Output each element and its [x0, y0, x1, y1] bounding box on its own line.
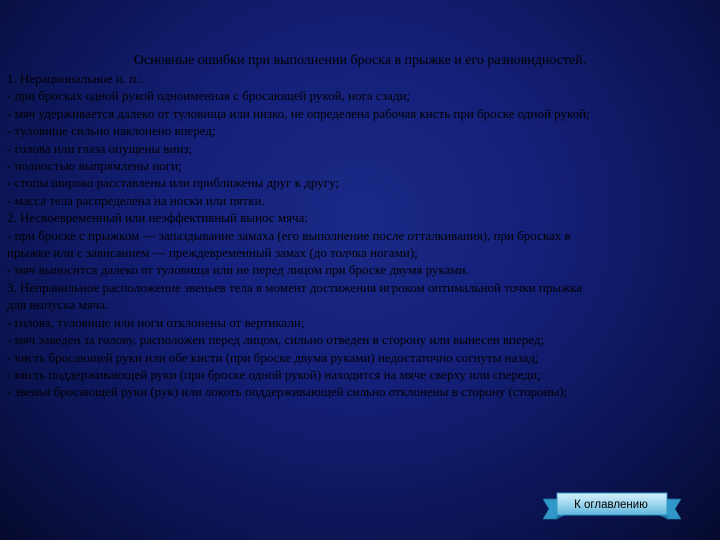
- list-item: 2. Несвоевременный или неэффективный вынос мяча:: [7, 210, 309, 226]
- list-item: - полностью выпрямлены ноги;: [7, 158, 182, 174]
- list-item: 1. Нерациональное и. п.:: [7, 71, 144, 86]
- list-item: - звенья бросающей руки (рук) или локоть поддерживающей сильно отклонены в сторону (стороны);: [7, 384, 568, 400]
- toc-button[interactable]: [543, 491, 681, 521]
- list-item: - масса тела распределена на носки или пятки.: [7, 192, 265, 208]
- list-item: для выпуска мяча:: [7, 297, 109, 313]
- list-item: - туловище сильно наклонено вперед;: [7, 123, 216, 139]
- list-item: - кисть поддерживающей руки (при броске одной рукой) находится на мяче сверху или спереди;: [7, 366, 541, 382]
- list-item: 3. Неправильное расположение звеньев тела в момент достижения игроком оптимальной точки прыжка: [7, 279, 582, 295]
- toc-button-label: К оглавлению: [574, 499, 648, 511]
- list-item: прыжке или с зависанием — преждевременный замах (до толчка ногами);: [7, 245, 418, 261]
- slide-title: Основные ошибки при выполнении броска в прыжке и его разновидностей.: [133, 53, 587, 68]
- list-item: - стопы широко расставлены или приближены друг к другу;: [7, 175, 339, 191]
- list-item: - кисть бросающей руки или обе кисти (при броске двумя руками) недостаточно согнуты назад;: [7, 349, 539, 365]
- list-item: - голова или глаза опущены вниз;: [7, 140, 193, 156]
- slide-body: [7, 70, 713, 401]
- list-item: - при бросках одной рукой одноименная с бросающей рукой, нога сзади;: [7, 88, 411, 104]
- list-item: - мяч заведен за голову, расположен перед лицом, сильно отведен в сторону или вынесен вперед;: [7, 332, 545, 348]
- list-item: - при броске с прыжком — запаздывание замаха (его выполнение после отталкивания), при бросках в: [7, 227, 571, 243]
- list-item: - мяч выносится далеко от туловища или не перед лицом при броске двумя руками.: [7, 262, 469, 278]
- list-item: - голова, туловище или ноги отклонены от вертикали;: [7, 314, 305, 330]
- list-item: - мяч удерживается далеко от туловища или низко, не определена рабочая кисть при броске одной рукой;: [7, 105, 590, 121]
